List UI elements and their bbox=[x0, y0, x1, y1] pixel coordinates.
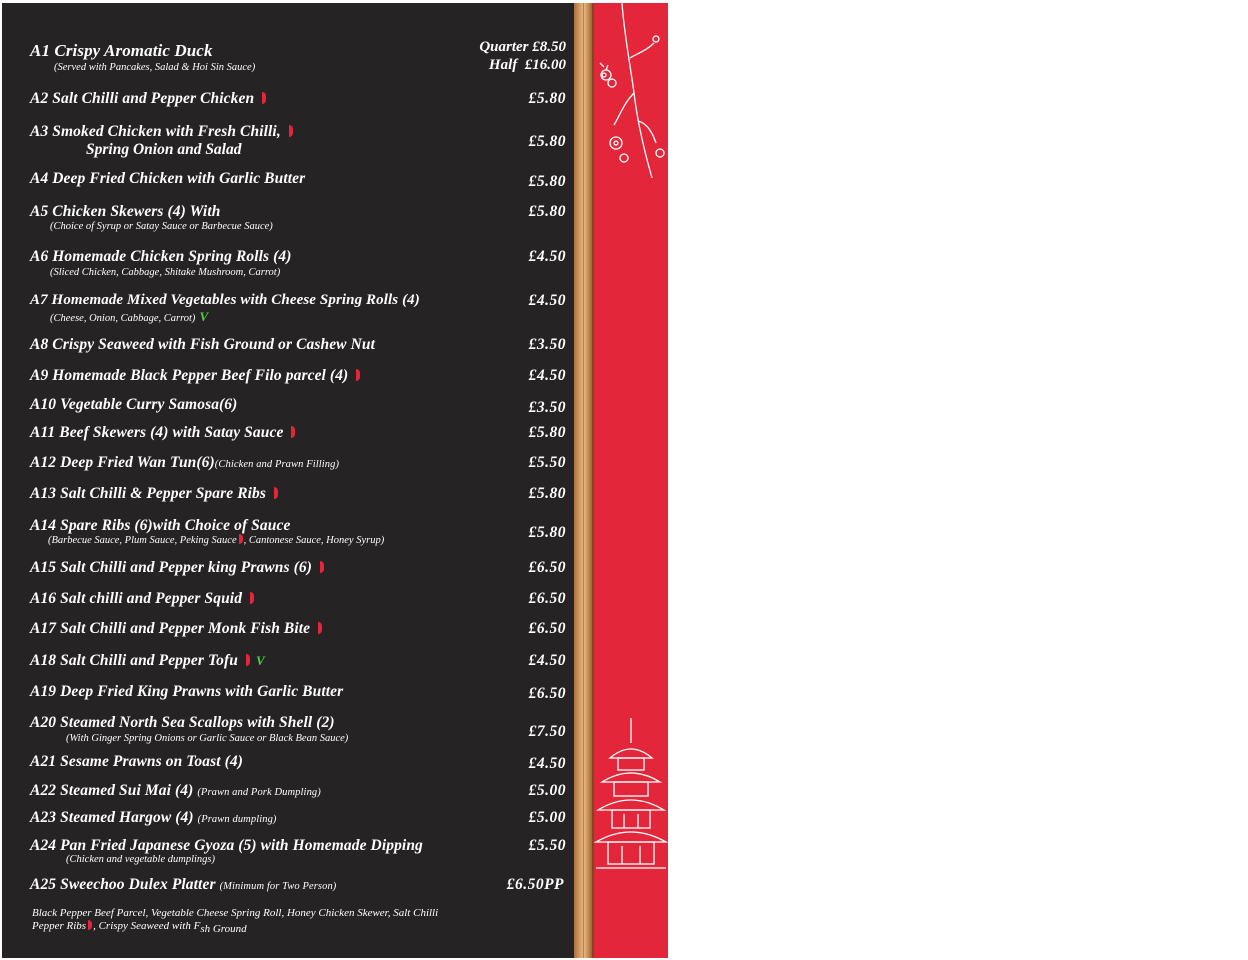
cherry-blossom-branch-icon bbox=[594, 3, 668, 203]
item-price: £6.50 bbox=[528, 685, 566, 702]
item-name: A16 Salt chilli and Pepper Squid bbox=[30, 590, 243, 607]
item-name-row bbox=[30, 620, 328, 638]
price-quarter bbox=[479, 39, 566, 56]
section-title: STARTER bbox=[1210, 233, 1248, 407]
chilli-icon bbox=[291, 426, 295, 438]
item-price: £6.50 bbox=[528, 590, 566, 607]
menu-panel bbox=[2, 3, 574, 958]
item-name: A8 Crispy Seaweed with Fish Ground or Cashew Nut bbox=[30, 336, 376, 353]
item-price: £5.50 bbox=[528, 837, 566, 854]
item-name: A15 Salt Chilli and Pepper king Prawns (6) bbox=[30, 559, 312, 576]
item-price: £4.50 bbox=[528, 652, 566, 669]
item-name: A18 Salt Chilli and Pepper Tofu bbox=[30, 652, 238, 669]
item-price: £5.00 bbox=[528, 809, 566, 826]
item-name: A14 Spare Ribs (6)with Choice of Sauce bbox=[30, 517, 291, 534]
item-price: £6.50PP bbox=[506, 876, 564, 893]
bamboo-divider bbox=[574, 3, 594, 958]
item-name-row bbox=[30, 90, 272, 108]
note-text: Pepper Ribs bbox=[32, 920, 87, 932]
item-name: A2 Salt Chilli and Pepper Chicken bbox=[30, 90, 255, 107]
item-price: £5.80 bbox=[528, 203, 566, 220]
item-price: £3.50 bbox=[528, 336, 566, 353]
chilli-icon bbox=[356, 369, 360, 381]
item-name: A20 Steamed North Sea Scallops with Shell (2) bbox=[30, 714, 335, 731]
chilli-icon bbox=[289, 125, 293, 137]
price-value: £8.50 bbox=[532, 39, 566, 55]
item-name: A9 Homemade Black Pepper Beef Filo parcel (4) bbox=[30, 367, 349, 384]
item-description: (Barbecue Sauce, Plum Sauce, Peking Sauce bbox=[48, 535, 237, 546]
item-price: £4.50 bbox=[528, 755, 566, 772]
item-price: £5.80 bbox=[528, 485, 566, 502]
item-description: (Served with Pancakes, Salad & Hoi Sin Sauce) bbox=[54, 62, 256, 73]
item-name: A1 Crispy Aromatic Duck bbox=[30, 41, 213, 60]
item-name-row bbox=[30, 652, 265, 670]
item-name-row bbox=[30, 367, 366, 385]
item-name: A5 Chicken Skewers (4) With bbox=[30, 203, 221, 220]
item-name-line2: Spring Onion and Salad bbox=[86, 141, 242, 158]
chilli-icon bbox=[250, 592, 254, 604]
item-inline-description: (Prawn dumpling) bbox=[197, 814, 277, 825]
item-inline-description: (Chicken and Prawn Filling) bbox=[214, 459, 340, 470]
item-name-row bbox=[30, 590, 260, 608]
note-line-2 bbox=[32, 920, 552, 933]
note-text: sh Ground bbox=[200, 923, 247, 935]
item-price: £5.50 bbox=[528, 454, 566, 471]
item-price: £3.50 bbox=[528, 399, 566, 416]
vegetarian-icon: V bbox=[199, 309, 209, 324]
item-description-row bbox=[50, 309, 208, 325]
item-name-row bbox=[30, 876, 336, 894]
vegetarian-icon: V bbox=[255, 653, 265, 668]
item-name: A24 Pan Fried Japanese Gyoza (5) with Homemade Dipping bbox=[30, 837, 423, 854]
item-name: A19 Deep Fried King Prawns with Garlic Butter bbox=[30, 683, 344, 700]
item-name-row bbox=[30, 559, 330, 577]
item-inline-description: (Prawn and Pork Dumpling) bbox=[197, 787, 321, 798]
item-price: £5.80 bbox=[528, 524, 566, 541]
item-price: £6.50 bbox=[528, 559, 566, 576]
item-price: £4.50 bbox=[528, 292, 566, 309]
item-price: £4.50 bbox=[528, 248, 566, 265]
price-label: Half bbox=[488, 57, 518, 73]
item-name-row bbox=[30, 782, 321, 800]
item-description: (With Ginger Spring Onions or Garlic Sauce or Black Bean Sauce) bbox=[66, 733, 349, 744]
item-description-cont: , Cantonese Sauce, Honey Syrup) bbox=[243, 535, 385, 546]
item-name: A13 Salt Chilli & Pepper Spare Ribs bbox=[30, 485, 267, 502]
item-description: (Chicken and vegetable dumplings) bbox=[66, 854, 215, 865]
item-name-row bbox=[30, 123, 299, 141]
chilli-icon bbox=[246, 654, 250, 666]
price-label: Quarter bbox=[479, 39, 529, 55]
item-inline-description: (Minimum for Two Person) bbox=[219, 881, 337, 892]
item-description: (Choice of Syrup or Satay Sauce or Barbecue Sauce) bbox=[50, 221, 273, 232]
note-line-1: Black Pepper Beef Parcel, Vegetable Cheese Spring Roll, Honey Chicken Skewer, Salt Chilli bbox=[32, 907, 439, 919]
item-price: £5.80 bbox=[528, 424, 566, 441]
item-name: A22 Steamed Sui Mai (4) bbox=[30, 782, 194, 799]
chilli-icon bbox=[274, 487, 278, 499]
item-name: A6 Homemade Chicken Spring Rolls (4) bbox=[30, 248, 292, 265]
chilli-icon bbox=[320, 561, 324, 573]
item-description: (Cheese, Onion, Cabbage, Carrot) bbox=[50, 313, 196, 324]
item-name: A17 Salt Chilli and Pepper Monk Fish Bite bbox=[30, 620, 311, 637]
item-price: £6.50 bbox=[528, 620, 566, 637]
item-name: A7 Homemade Mixed Vegetables with Cheese Spring Rolls (4) bbox=[30, 292, 420, 308]
item-name-row bbox=[30, 424, 301, 442]
chilli-icon bbox=[239, 534, 243, 544]
item-description: (Sliced Chicken, Cabbage, Shitake Mushroom, Carrot) bbox=[50, 267, 281, 278]
item-price: £5.00 bbox=[528, 782, 566, 799]
item-price: £5.80 bbox=[528, 173, 566, 190]
price-half bbox=[489, 57, 566, 74]
item-name: A3 Smoked Chicken with Fresh Chilli, bbox=[30, 123, 281, 140]
item-name: A4 Deep Fried Chicken with Garlic Butter bbox=[30, 170, 306, 187]
pagoda-icon bbox=[594, 718, 668, 878]
item-price: £7.50 bbox=[528, 723, 566, 740]
item-name: A12 Deep Fried Wan Tun(6) bbox=[30, 454, 215, 471]
item-name: A21 Sesame Prawns on Toast (4) bbox=[30, 753, 243, 770]
item-price: £4.50 bbox=[528, 367, 566, 384]
chilli-icon bbox=[88, 920, 92, 930]
item-price: £5.80 bbox=[528, 90, 566, 107]
chilli-icon bbox=[262, 92, 266, 104]
item-name: A11 Beef Skewers (4) with Satay Sauce bbox=[30, 424, 284, 441]
decorative-side-panel bbox=[594, 3, 1248, 958]
item-name: A10 Vegetable Curry Samosa(6) bbox=[30, 396, 238, 413]
item-name-row bbox=[30, 809, 277, 827]
note-text: , Crispy Seaweed with F bbox=[93, 920, 201, 932]
item-description-row bbox=[48, 534, 384, 546]
item-price: £5.80 bbox=[528, 133, 566, 150]
platter-contents-note bbox=[32, 907, 552, 933]
item-name: A25 Sweechoo Dulex Platter bbox=[30, 876, 216, 893]
price-value: £16.00 bbox=[524, 57, 566, 73]
item-name-row bbox=[30, 454, 339, 472]
item-name: A23 Steamed Hargow (4) bbox=[30, 809, 194, 826]
chilli-icon bbox=[318, 622, 322, 634]
item-name-row bbox=[30, 485, 284, 503]
